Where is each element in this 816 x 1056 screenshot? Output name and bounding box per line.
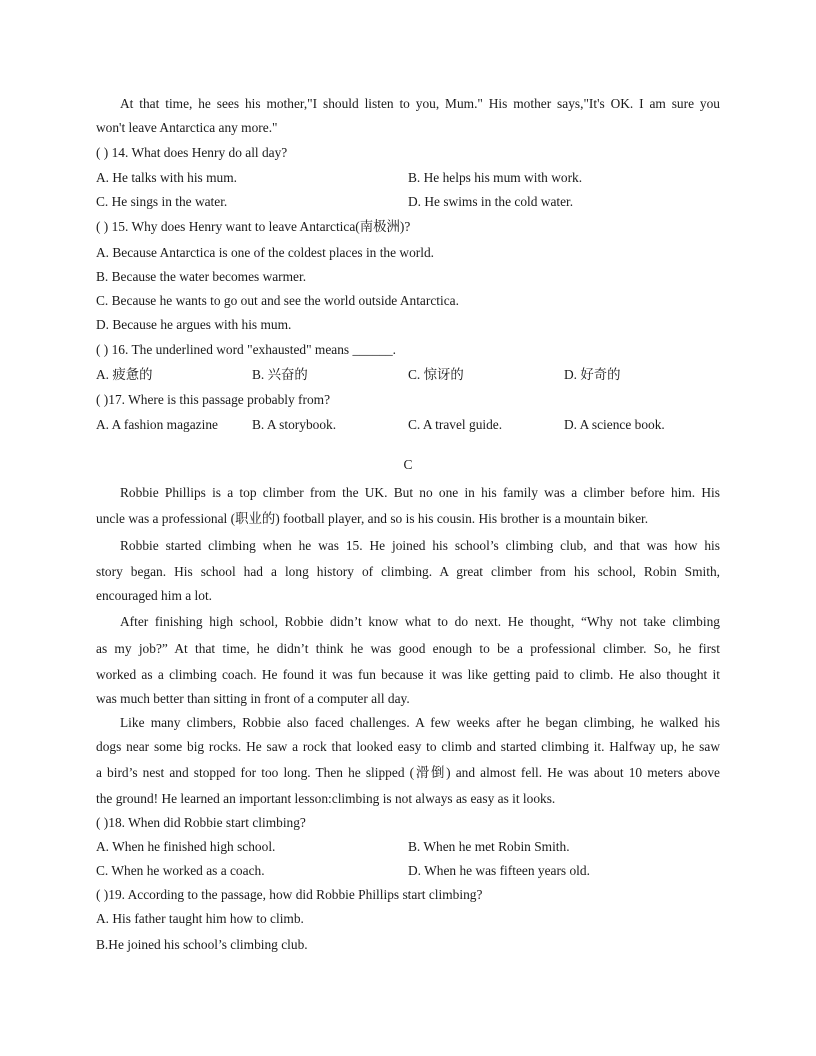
passage-text-line: uncle was a professional (职业的) football player, and so is his cousin. His brother is a mountain biker. xyxy=(96,511,649,526)
option-17-b: B. A storybook. xyxy=(252,417,337,432)
option-18-a: A. When he finished high school. xyxy=(96,839,276,854)
option-15-a: A. Because Antarctica is one of the coldest places in the world. xyxy=(96,245,435,260)
passage-text-line: Like many climbers, Robbie also faced challenges. A few weeks after he began climbing, he walked his xyxy=(120,715,720,730)
option-17-c: C. A travel guide. xyxy=(408,417,503,432)
passage-text-line: the ground! He learned an important lesson:climbing is not always as easy as it looks. xyxy=(96,791,556,806)
option-18-c: C. When he worked as a coach. xyxy=(96,863,265,878)
option-16-b: B. 兴奋的 xyxy=(252,367,308,382)
option-17-d: D. A science book. xyxy=(564,417,665,432)
passage-text-line: encouraged him a lot. xyxy=(96,588,213,603)
option-15-d: D. Because he argues with his mum. xyxy=(96,317,292,332)
question-16-stem: ( ) 16. The underlined word "exhausted" means ______. xyxy=(96,342,397,357)
passage-text-line: At that time, he sees his mother,"I should listen to you, Mum." His mother says,"It's OK. I am sure you xyxy=(120,96,720,111)
question-19-stem: ( )19. According to the passage, how did Robbie Phillips start climbing? xyxy=(96,887,483,902)
option-15-b: B. Because the water becomes warmer. xyxy=(96,269,307,284)
passage-text-line: Robbie started climbing when he was 15. He joined his school’s climbing club, and that was how his xyxy=(120,538,720,553)
question-15-stem: ( ) 15. Why does Henry want to leave Antarctica(南极洲)? xyxy=(96,219,411,234)
option-19-b: B.He joined his school’s climbing club. xyxy=(96,937,308,952)
question-18-stem: ( )18. When did Robbie start climbing? xyxy=(96,815,306,830)
passage-text-line: dogs near some big rocks. He saw a rock that looked easy to climb and started climbing it. Halfway up, he saw xyxy=(96,739,720,754)
option-17-a: A. A fashion magazine xyxy=(96,417,218,432)
option-14-a: A. He talks with his mum. xyxy=(96,170,237,185)
question-14-stem: ( ) 14. What does Henry do all day? xyxy=(96,145,288,160)
option-18-d: D. When he was fifteen years old. xyxy=(408,863,590,878)
option-15-c: C. Because he wants to go out and see the world outside Antarctica. xyxy=(96,293,459,308)
option-18-b: B. When he met Robin Smith. xyxy=(408,839,570,854)
option-14-d: D. He swims in the cold water. xyxy=(408,194,574,209)
option-14-b: B. He helps his mum with work. xyxy=(408,170,583,185)
option-16-d: D. 好奇的 xyxy=(564,367,621,382)
passage-text-line: won't leave Antarctica any more." xyxy=(96,120,278,135)
passage-text-line: Robbie Phillips is a top climber from the UK. But no one in his family was a climber before him. His xyxy=(120,485,720,500)
section-heading: C xyxy=(403,457,413,472)
option-16-c: C. 惊讶的 xyxy=(408,367,464,382)
passage-text-line: After finishing high school, Robbie didn’t know what to do next. He thought, “Why not take climbing xyxy=(120,614,720,629)
passage-text-line: as my job?” At that time, he didn’t think he was good enough to be a professional climber. So, he first xyxy=(96,641,720,656)
option-19-a: A. His father taught him how to climb. xyxy=(96,911,304,926)
option-14-c: C. He sings in the water. xyxy=(96,194,228,209)
question-17-stem: ( )17. Where is this passage probably from? xyxy=(96,392,331,407)
passage-text-line: was much better than sitting in front of a computer all day. xyxy=(96,691,410,706)
passage-text-line: story began. His school had a long history of climbing. A great climber from his school, Robin Smith, xyxy=(96,564,720,579)
option-16-a: A. 疲惫的 xyxy=(96,367,153,382)
passage-text-line: a bird’s nest and stopped for too long. Then he slipped (滑倒) and almost fell. He was about 10 meters above xyxy=(96,765,720,780)
passage-text-line: worked as a climbing coach. He found it was fun because it was like getting paid to climb. He also thought it xyxy=(96,667,720,682)
